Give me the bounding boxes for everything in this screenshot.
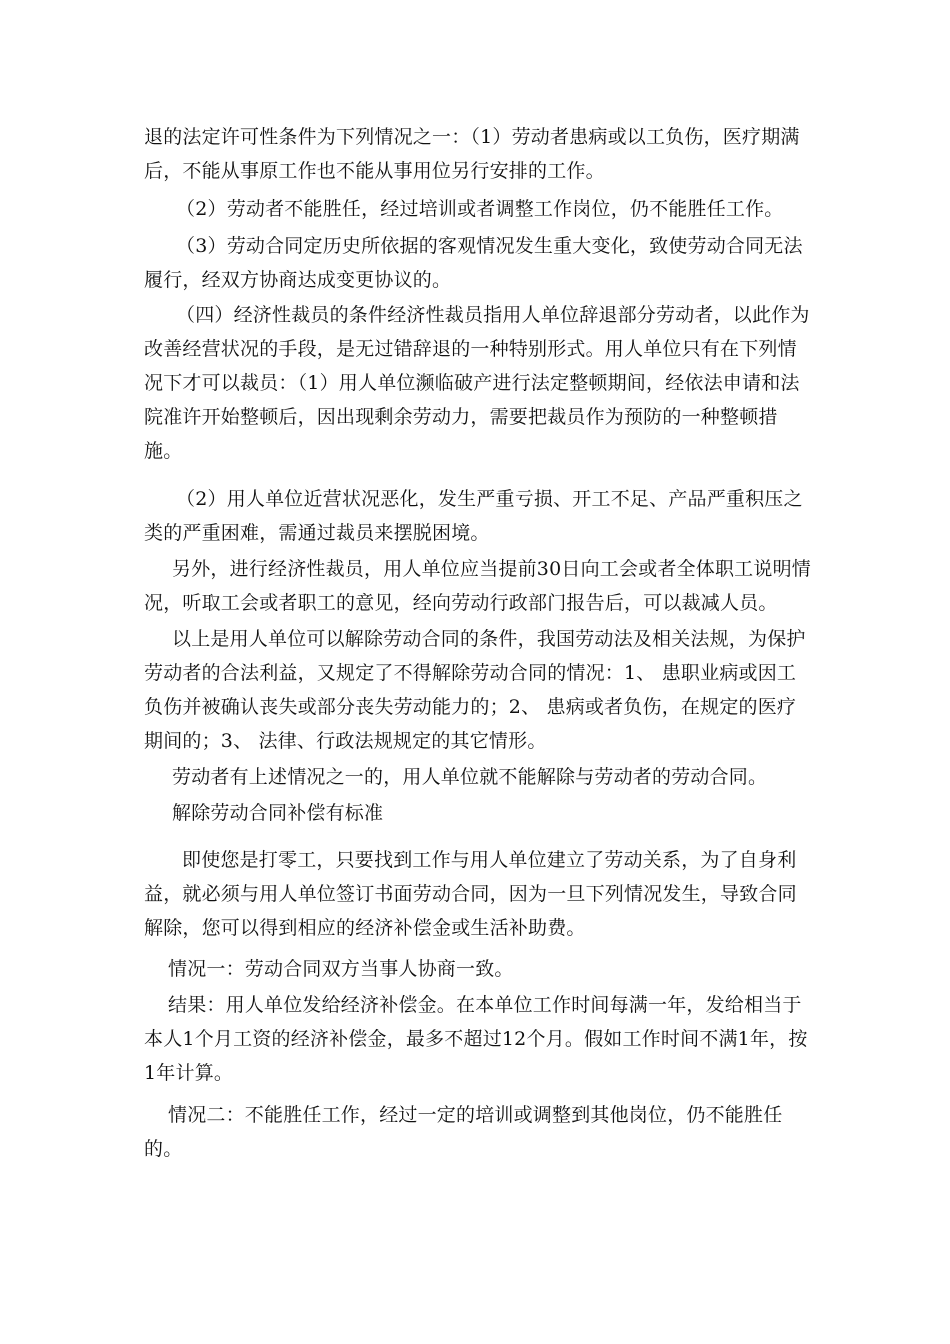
paragraph-temporary-work: 即使您是打零工，只要找到工作与用人单位建立了劳动关系，为了自身利益，就必须与用人单位签订书面劳动合同，因为一旦下列情况发生，导致合同解除，您可以得到相应的经济补偿金或生活补助费。 [144,849,797,939]
paragraph-prohibited-termination: 以上是用人单位可以解除劳动合同的条件，我国劳动法及相关法规，为保护劳动者的合法利益，又规定了不得解除劳动合同的情况：1、 患职业病或因工负伤并被确认丧失或部分丧失劳动能力的；2、 患病或者负伤，在规定的医疗期间的；3、 法律、行政法规规定的其它情形。 [144,628,806,752]
paragraph-condition-3: （3）劳动合同定历史所依据的客观情况发生重大变化，致使劳动合同无法履行，经双方协商达成变更协议的。 [144,235,803,291]
paragraph-layoff-procedure: 另外，进行经济性裁员，用人单位应当提前30日向工会或者全体职工说明情况，听取工会或者职工的意见，经向劳动行政部门报告后，可以裁减人员。 [144,558,811,614]
paragraph-situation-2: 情况二：不能胜任工作，经过一定的培训或调整到其他岗位，仍不能胜任的。 [144,1104,783,1160]
paragraph-economic-layoff: （四）经济性裁员的条件经济性裁员指用人单位辞退部分劳动者，以此作为改善经营状况的手段，是无过错辞退的一种特别形式。用人单位只有在下列情况下才可以裁员：（1）用人单位濒临破产进行法定整顿期间，经依法申请和法院准许开始整顿后，因出现剩余劳动力，需要把裁员作为预防的一种整顿措施。 [144,304,810,462]
paragraph-continued-conditions: 退的法定许可性条件为下列情况之一：（1）劳动者患病或以工负伤，医疗期满后，不能从事原工作也不能从事用位另行安排的工作。 [144,126,800,182]
paragraph-situation-1: 情况一：劳动合同双方当事人协商一致。 [168,958,514,980]
paragraph-result-1: 结果：用人单位发给经济补偿金。在本单位工作时间每满一年，发给相当于本人1个月工资的经济补偿金，最多不超过12个月。假如工作时间不满1年，按1年计算。 [144,994,808,1084]
section-heading-compensation: 解除劳动合同补偿有标准 [172,802,384,824]
paragraph-layoff-condition-2: （2）用人单位近营状况恶化，发生严重亏损、开工不足、产品严重积压之类的严重困难，需通过裁员来摆脱困境。 [144,488,803,544]
paragraph-cannot-terminate: 劳动者有上述情况之一的，用人单位就不能解除与劳动者的劳动合同。 [172,766,768,788]
paragraph-condition-2: （2）劳动者不能胜任，经过培训或者调整工作岗位，仍不能胜任工作。 [176,198,784,220]
